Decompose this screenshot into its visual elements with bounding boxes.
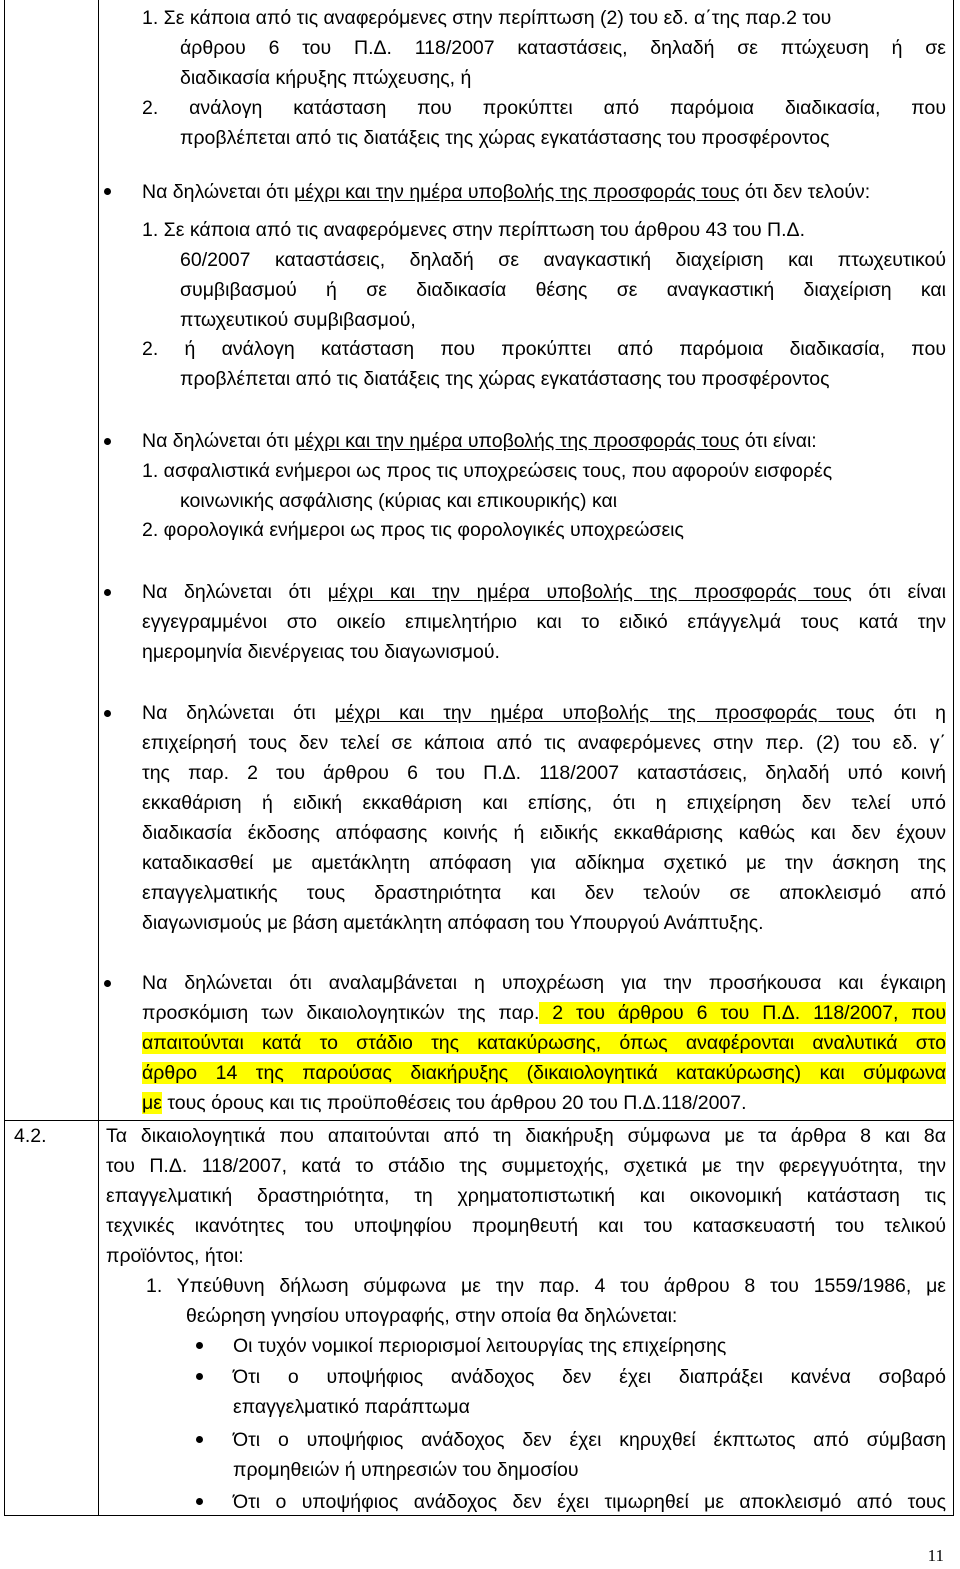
paragraph-line: επιχείρησή τους δεν τελεί σε κάποια από τις αναφερόμενες στην περ. (2) του εδ. γ΄: [142, 732, 946, 754]
declaration-line: Να δηλώνεται ότι μέχρι και την ημέρα υποβολής της προσφοράς τους ότι είναι: [142, 581, 946, 603]
section-number: 4.2.: [14, 1125, 47, 1147]
section-paragraph-line: τεχνικές ικανότητες του υποψηφίου προμηθευτή και του κατασκευαστή του τελικού: [106, 1215, 946, 1237]
bullet-icon: [104, 710, 111, 717]
list-item-1-cont: συμβιβασμού ή σε διαδικασία θέσης σε αναγκαστική διαχείριση και: [180, 279, 946, 301]
declaration-line: Να δηλώνεται ότι μέχρι και την ημέρα υποβολής της προσφοράς τους ότι δεν τελούν:: [142, 181, 871, 203]
list-item-2: 2. ή ανάλογη κατάσταση που προκύπτει από παρόμοια διαδικασία, που: [142, 338, 946, 360]
list-item-1: 1. Υπεύθυνη δήλωση σύμφωνα με την παρ. 4 του άρθρου 8 του 1559/1986, με: [146, 1275, 946, 1297]
section-paragraph-line: προϊόντος, ήτοι:: [106, 1245, 244, 1267]
paragraph-line: καταδικασθεί με αμετάκλητη απόφαση για αδίκημα σχετικό με την άσκηση της: [142, 852, 946, 874]
declaration-line: Να δηλώνεται ότι μέχρι και την ημέρα υποβολής της προσφοράς τους ότι είναι:: [142, 430, 817, 452]
table-border-right: [953, 0, 954, 1516]
list-item-1-cont: κοινωνικής ασφάλισης (κύριας και επικουρικής) και: [180, 490, 618, 512]
paragraph-line: επαγγελματικής τους δραστηριότητα και δεν τελούν σε αποκλεισμό από: [142, 882, 946, 904]
paragraph-line: διαγωνισμούς με βάση αμετάκλητη απόφαση του Υπουργού Ανάπτυξης.: [142, 912, 764, 934]
highlighted-line: άρθρο 14 της παρούσας διακήρυξης (δικαιολογητικά κατακύρωσης) και σύμφωνα: [142, 1062, 946, 1084]
list-item-2: 2. ανάλογη κατάσταση που προκύπτει από παρόμοια διαδικασία, που: [142, 97, 946, 119]
paragraph-line: της παρ. 2 του άρθρου 6 του Π.Δ. 118/2007 καταστάσεις, δηλαδή υπό κοινή: [142, 762, 946, 784]
list-item-1: 1. ασφαλιστικά ενήμεροι ως προς τις υποχρεώσεις τους, που αφορούν εισφορές: [142, 460, 833, 482]
sub-bullet-item: Ότι ο υποψήφιος ανάδοχος δεν έχει τιμωρηθεί με αποκλεισμό από τους: [233, 1491, 946, 1513]
table-border-left: [4, 0, 5, 1516]
sub-bullet-item-cont: προμηθειών ή υπηρεσιών του δημοσίου: [233, 1459, 579, 1481]
list-item-1-cont: διαδικασία κήρυξης πτώχευσης, ή: [180, 67, 472, 89]
bullet-icon: [104, 589, 111, 596]
list-item-2: 2. φορολογικά ενήμεροι ως προς τις φορολογικές υποχρεώσεις: [142, 519, 684, 541]
bullet-icon: [196, 1342, 203, 1349]
paragraph-line: διαδικασία έκδοσης απόφασης κοινής ή ειδικής εκκαθάρισης καθώς και δεν έχουν: [142, 822, 946, 844]
section-paragraph-line: του Π.Δ. 118/2007, κατά το στάδιο της συμμετοχής, σχετικά με την φερεγγυότητα, την: [106, 1155, 946, 1177]
bullet-icon: [196, 1498, 203, 1505]
paragraph-line: εκκαθάριση ή ειδική εκκαθάριση και επίσης, ότι η επιχείρηση δεν τελεί υπό: [142, 792, 946, 814]
list-item-1: 1. Σε κάποια από τις αναφερόμενες στην περίπτωση (2) του εδ. α΄της παρ.2 του: [142, 7, 832, 29]
list-item-1: 1. Σε κάποια από τις αναφερόμενες στην περίπτωση του άρθρου 43 του Π.Δ.: [142, 219, 805, 241]
sub-bullet-item: Οι τυχόν νομικοί περιορισμοί λειτουργίας της επιχείρησης: [233, 1335, 727, 1357]
paragraph-line-highlighted: προσκόμιση των δικαιολογητικών της παρ. 2 του άρθρου 6 του Π.Δ. 118/2007, που: [142, 1002, 946, 1024]
sub-bullet-item: Ότι ο υποψήφιος ανάδοχος δεν έχει κηρυχθεί έκπτωτος από σύμβαση: [233, 1429, 946, 1451]
bullet-icon: [196, 1436, 203, 1443]
list-item-2-cont: προβλέπεται από τις διατάξεις της χώρας εγκατάστασης του προσφέροντος: [180, 368, 830, 390]
paragraph-line: Να δηλώνεται ότι αναλαμβάνεται η υποχρέωση για την προσήκουσα και έγκαιρη: [142, 972, 946, 994]
list-item-2-cont: προβλέπεται από τις διατάξεις της χώρας εγκατάστασης του προσφέροντος: [180, 127, 830, 149]
list-item-1-cont: θεώρηση γνησίου υπογραφής, στην οποία θα δηλώνεται:: [186, 1305, 678, 1327]
list-item-1-cont: πτωχευτικού συμβιβασμού,: [180, 309, 416, 331]
sub-bullet-item-cont: επαγγελματικό παράπτωμα: [233, 1396, 470, 1418]
section-paragraph-line: Τα δικαιολογητικά που απαιτούνται από τη διακήρυξη σύμφωνα με τα άρθρα 8 και 8α: [106, 1125, 946, 1147]
bullet-icon: [104, 980, 111, 987]
bullet-icon: [196, 1373, 203, 1380]
list-item-1-cont: 60/2007 καταστάσεις, δηλαδή σε αναγκαστική διαχείριση και πτωχευτικού: [180, 249, 946, 271]
page-number: 11: [927, 1546, 944, 1565]
paragraph-line-highlighted: με τους όρους και τις προϋποθέσεις του άρθρου 20 του Π.Δ.118/2007.: [142, 1092, 747, 1114]
sub-bullet-item: Ότι ο υποψήφιος ανάδοχος δεν έχει διαπράξει κανένα σοβαρό: [233, 1366, 946, 1388]
list-item-1-cont: άρθρου 6 του Π.Δ. 118/2007 καταστάσεις, δηλαδή σε πτώχευση ή σε: [180, 37, 946, 59]
bullet-icon: [104, 188, 111, 195]
section-paragraph-line: επαγγελματική δραστηριότητα, τη χρηματοπιστωτική και οικονομική κατάσταση τις: [106, 1185, 946, 1207]
paragraph-line: ημερομηνία διενέργειας του διαγωνισμού.: [142, 641, 500, 663]
highlighted-line: απαιτούνται κατά το στάδιο της κατακύρωσης, όπως αναφέρονται αναλυτικά στο: [142, 1032, 946, 1054]
paragraph-line: εγγεγραμμένοι στο οικείο επιμελητήριο και το ειδικό επάγγελμά τους κατά την: [142, 611, 946, 633]
table-column-divider: [98, 0, 99, 1516]
declaration-line: Να δηλώνεται ότι μέχρι και την ημέρα υποβολής της προσφοράς τους ότι η: [142, 702, 946, 724]
bullet-icon: [104, 438, 111, 445]
